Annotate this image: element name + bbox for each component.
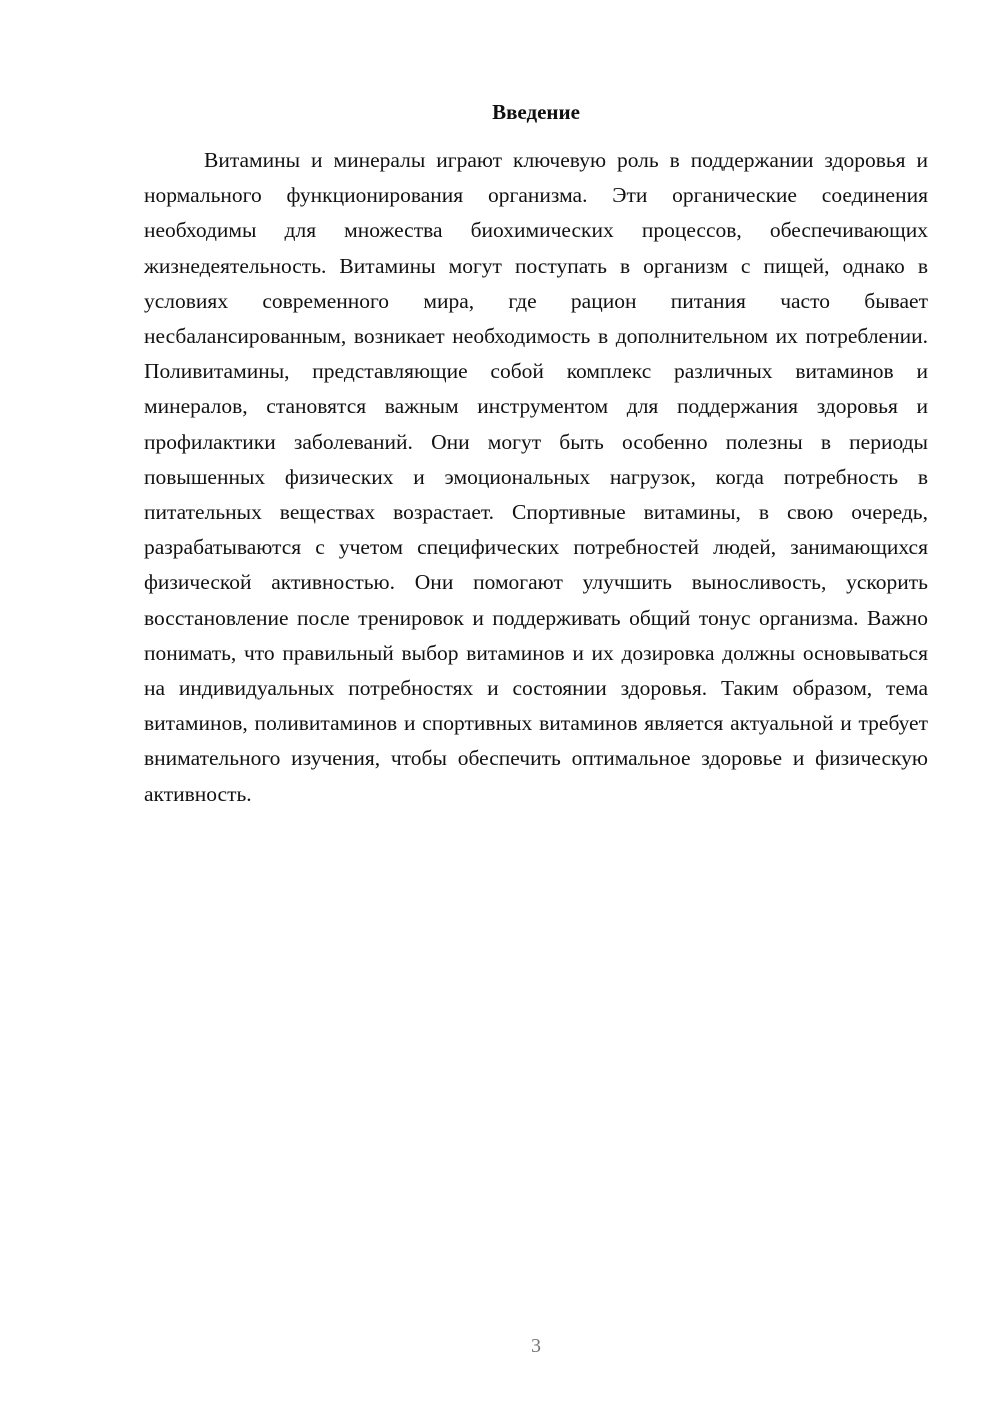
section-heading: Введение bbox=[492, 100, 580, 124]
page-number: 3 bbox=[531, 1335, 541, 1357]
introduction-paragraph: Витамины и минералы играют ключевую роль в поддержании здоровья и нормального функционирования организма. Эти органические соединения необходимы для множества биохимических процессов, обеспечивающих жизнедеятельность. Витамины могут поступать в организм с пищей, однако в условиях современного мира, где рацион питания часто бывает несбалансированным, возникает необходимость в дополнительном их потреблении. Поливитамины, представляющие собой комплекс различных витаминов и минералов, становятся важным инструментом для поддержания здоровья и профилактики заболеваний. Они могут быть особенно полезны в периоды повышенных физических и эмоциональных нагрузок, когда потребность в питательных веществах возрастает. Спортивные витамины, в свою очередь, разрабатываются с учетом специфических потребностей людей, занимающихся физической активностью. Они помогают улучшить выносливость, ускорить восстановление после тренировок и поддерживать общий тонус организма. Важно понимать, что правильный выбор витаминов и их дозировка должны основываться на индивидуальных потребностях и состоянии здоровья. Таким образом, тема витаминов, поливитаминов и спортивных витаминов является актуальной и требует внимательного изучения, чтобы обеспечить оптимальное здоровье и физическую активность. bbox=[144, 148, 928, 806]
